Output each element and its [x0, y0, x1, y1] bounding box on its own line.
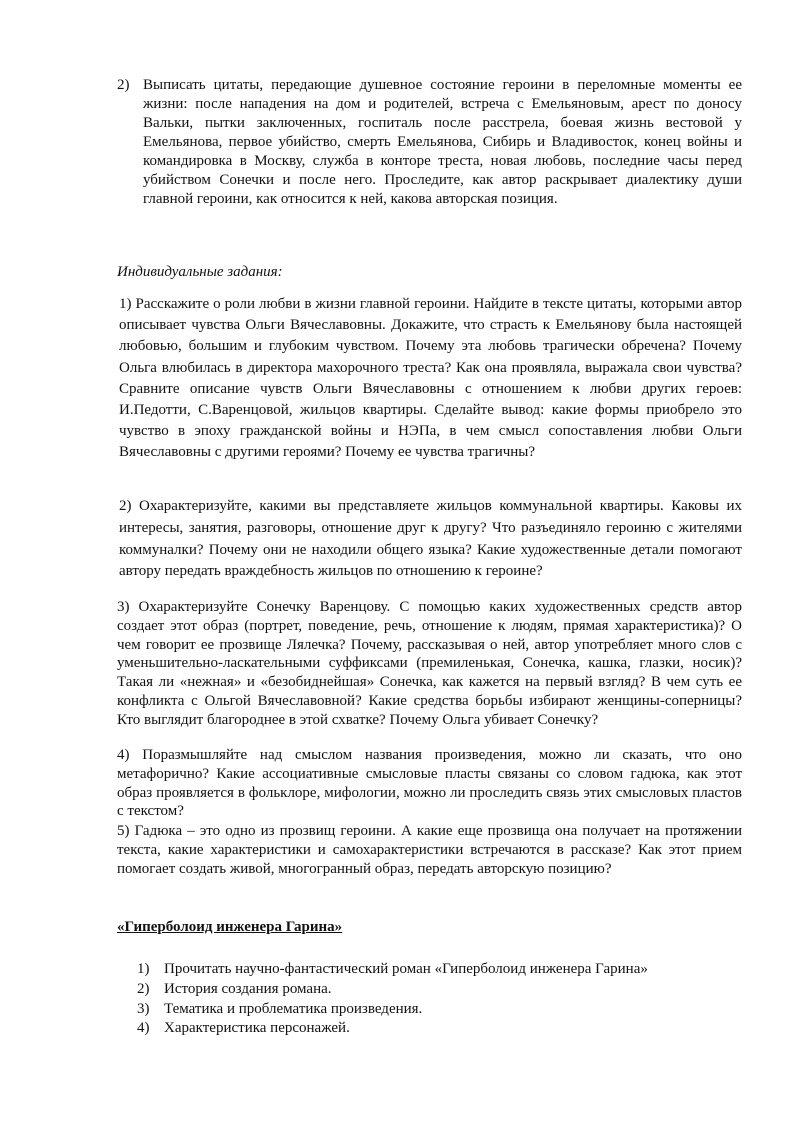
novel-task-4-number: 4)	[137, 1020, 150, 1036]
individual-task-4: 4) Поразмышляйте над смыслом названия произведения, можно ли сказать, что оно метафорично? Какие ассоциативные смысловые пласты связаны со словом гадюка, как этот образ проявляется в фольклоре, мифологии, можно ли проследить связь этих смысловых пластов с текстом?	[117, 747, 742, 820]
novel-task-2-number: 2)	[137, 981, 150, 997]
novel-task-4-text: Характеристика персонажей.	[164, 1020, 350, 1036]
novel-task-3-number: 3)	[137, 1001, 150, 1017]
task-2-text: Выписать цитаты, передающие душевное состояние героини в переломные моменты ее жизни: после нападения на дом и родителей, встреча с Емельяновым, арест по доносу Вальки, пытки заключенных, госпиталь после расстрела, боевая жизнь вестовой у Емельянова, первое убийство, смерть Емельянова, Сибирь и Владивосток, конец войны и командировка в Москву, служба в конторе треста, новая любовь, последние часы перед убийством Сонечки и после него. Проследите, как автор раскрывает диалектику души главной героини, как относится к ней, какова авторская позиция.	[143, 77, 742, 207]
task-2	[117, 76, 742, 209]
individual-task-2: 2) Охарактеризуйте, какими вы представляете жильцов коммунальной квартиры. Каковы их интересы, занятия, разговоры, отношение друг к другу? Что разъединяло героиню с жителями коммуналки? Почему они не находили общего языка? Какие художественные детали помогают автору передать враждебность жильцов по отношению к героине?	[119, 498, 742, 580]
individual-tasks-heading: Индивидуальные задания:	[117, 264, 283, 280]
novel-task-1-text: Прочитать научно-фантастический роман «Гиперболоид инженера Гарина»	[164, 961, 648, 977]
novel-title: «Гиперболоид инженера Гарина»	[117, 919, 343, 935]
novel-task-3-text: Тематика и проблематика произведения.	[164, 1001, 423, 1017]
individual-task-1: 1) Расскажите о роли любви в жизни главной героини. Найдите в тексте цитаты, которыми автор описывает чувства Ольги Вячеславовны. Докажите, что страсть к Емельянову была настоящей любовью, большим и глубоким чувством. Почему эта любовь трагически обречена? Почему Ольга влюбилась в директора махорочного треста? Как она проявляла, выражала свои чувства? Сравните описание чувств Ольги Вячеславовны с отношением к любви других героев: И.Педотти, С.Варенцовой, жильцов квартиры. Сделайте вывод: какие формы приобрело это чувство в эпоху гражданской войны и НЭПа, в чем смысл сопоставления любви Ольги Вячеславовны с другими героями? Почему ее чувства трагичны?	[119, 296, 742, 461]
novel-task-2-text: История создания романа.	[164, 981, 332, 997]
task-2-number: 2)	[117, 77, 130, 93]
individual-task-5: 5) Гадюка – это одно из прозвищ героини. А какие еще прозвища она получает на протяжении текста, какие характеристики и самохарактеристики встречаются в рассказе? Как этот прием помогает создать живой, многогранный образ, передать авторскую позицию?	[117, 823, 742, 877]
individual-task-3: 3) Охарактеризуйте Сонечку Варенцову. С помощью каких художественных средств автор создает этот образ (портрет, поведение, речь, отношение к людям, прямая характеристика)? О чем говорит ее прозвище Лялечка? Почему, рассказывая о ней, автор употребляет много слов с уменьшительно-ласкательными суффиксами (премиленькая, Сонечка, кашка, глазки, носик)? Такая ли «нежная» и «безобиднейшая» Сонечка, как кажется на первый взгляд? В чем суть ее конфликта с Ольгой Вячеславовной? Какие средства борьбы избирают женщины-соперницы? Кто выглядит благороднее в этой схватке? Почему Ольга убивает Сонечку?	[117, 599, 742, 728]
novel-task-1-number: 1)	[137, 961, 150, 977]
